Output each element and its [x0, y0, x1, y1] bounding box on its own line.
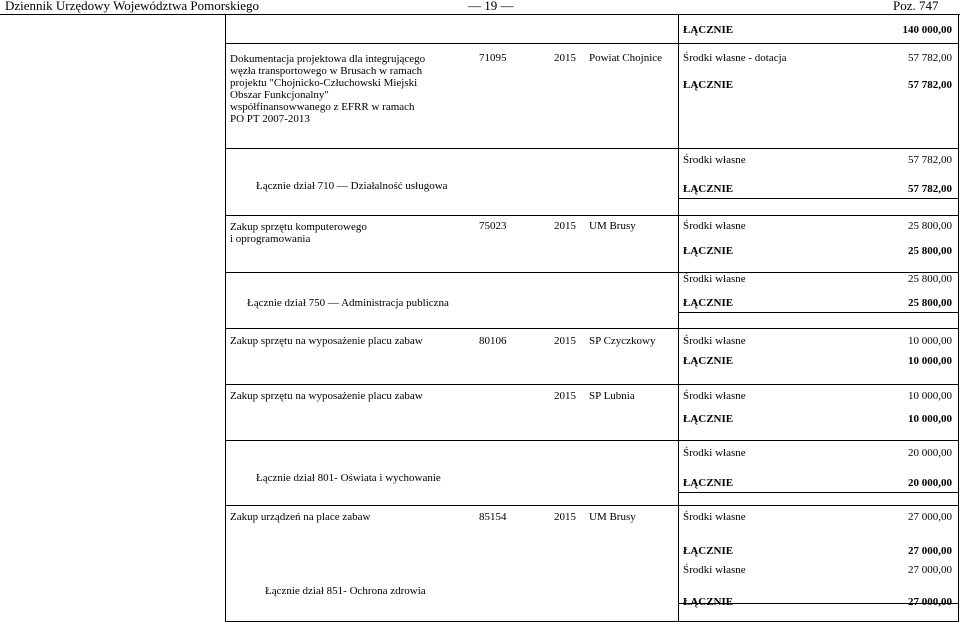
funding-source: Środki własne	[683, 335, 746, 347]
total-label: ŁĄCZNIE	[683, 545, 734, 557]
total-value: 25 800,00	[908, 245, 952, 257]
task-code: 75023	[479, 220, 507, 232]
funding-value: 25 800,00	[908, 273, 952, 285]
grid-line	[225, 43, 959, 44]
header-rule	[0, 14, 960, 15]
funding-value: 10 000,00	[908, 335, 952, 347]
task-code: 80106	[479, 335, 507, 347]
funding-value: 57 782,00	[908, 154, 952, 166]
task-name: Zakup sprzętu na wyposażenie placu zabaw	[230, 390, 423, 402]
total-label: ŁĄCZNIE	[683, 24, 734, 36]
task-name: Zakup sprzętu na wyposażenie placu zabaw	[230, 335, 423, 347]
total-label: ŁĄCZNIE	[683, 355, 734, 367]
funding-source: Środki własne - dotacja	[683, 52, 787, 64]
task-year: 2015	[554, 390, 576, 402]
grid-line	[225, 384, 959, 385]
task-unit: SP Lubnia	[589, 390, 635, 402]
section-total-name: Łącznie dział 851- Ochrona zdrowia	[265, 585, 426, 597]
task-unit: UM Brusy	[589, 220, 636, 232]
task-name: Zakup urządzeń na place zabaw	[230, 511, 371, 523]
grid-line	[225, 328, 959, 329]
total-label: ŁĄCZNIE	[683, 596, 734, 608]
total-value: 20 000,00	[908, 477, 952, 489]
total-value: 25 800,00	[908, 297, 952, 309]
task-code: 71095	[479, 52, 507, 64]
total-label: ŁĄCZNIE	[683, 477, 734, 489]
grid-line	[678, 14, 679, 622]
task-code: 85154	[479, 511, 507, 523]
grid-line	[225, 14, 226, 622]
section-total-name: Łącznie dział 710 — Działalność usługowa	[256, 180, 448, 192]
grid-line	[958, 14, 959, 622]
task-year: 2015	[554, 220, 576, 232]
funding-value: 25 800,00	[908, 220, 952, 232]
funding-source: Środki własne	[683, 564, 746, 576]
grid-line	[225, 215, 959, 216]
funding-value: 27 000,00	[908, 511, 952, 523]
task-unit: Powiat Chojnice	[589, 52, 663, 64]
grid-line	[225, 505, 959, 506]
funding-source: Środki własne	[683, 154, 746, 166]
funding-source: Środki własne	[683, 220, 746, 232]
funding-value: 20 000,00	[908, 447, 952, 459]
task-unit: SP Czyczkowy	[589, 335, 656, 347]
total-label: ŁĄCZNIE	[683, 79, 734, 91]
total-value: 10 000,00	[908, 413, 952, 425]
grid-line	[678, 312, 959, 313]
total-value: 57 782,00	[908, 79, 952, 91]
task-year: 2015	[554, 52, 576, 64]
total-value: 27 000,00	[908, 596, 952, 608]
section-total-name: Łącznie dział 801- Oświata i wychowanie	[256, 472, 441, 484]
section-total-name: Łącznie dział 750 — Administracja publiczna	[247, 297, 449, 309]
total-value: 140 000,00	[902, 24, 952, 36]
grid-line	[678, 198, 959, 199]
total-label: ŁĄCZNIE	[683, 183, 734, 195]
position-number: Poz. 747	[893, 0, 939, 13]
task-name: Zakup sprzętu komputerowego i oprogramowania	[230, 221, 367, 245]
task-name: Dokumentacja projektowa dla integrującego węzła transportowego w Brusach w ramach projektu "Chojnicko-Człuchowski Miejski Obszar Funkcjonalny" współfinansowwanego z EFRR w ramach PO PT 2007-2013	[230, 53, 426, 125]
total-value: 27 000,00	[908, 545, 952, 557]
grid-line	[225, 148, 959, 149]
task-year: 2015	[554, 335, 576, 347]
total-value: 57 782,00	[908, 183, 952, 195]
total-label: ŁĄCZNIE	[683, 245, 734, 257]
journal-title: Dziennik Urzędowy Województwa Pomorskiego	[5, 0, 259, 13]
funding-source: Środki własne	[683, 511, 746, 523]
total-label: ŁĄCZNIE	[683, 297, 734, 309]
funding-source: Środki własne	[683, 273, 746, 285]
funding-source: Środki własne	[683, 447, 746, 459]
total-value: 10 000,00	[908, 355, 952, 367]
total-label: ŁĄCZNIE	[683, 413, 734, 425]
page-number: — 19 —	[468, 0, 514, 13]
task-year: 2015	[554, 511, 576, 523]
task-unit: UM Brusy	[589, 511, 636, 523]
funding-source: Środki własne	[683, 390, 746, 402]
grid-line	[225, 440, 959, 441]
funding-value: 27 000,00	[908, 564, 952, 576]
grid-line	[678, 492, 959, 493]
funding-value: 10 000,00	[908, 390, 952, 402]
funding-value: 57 782,00	[908, 52, 952, 64]
